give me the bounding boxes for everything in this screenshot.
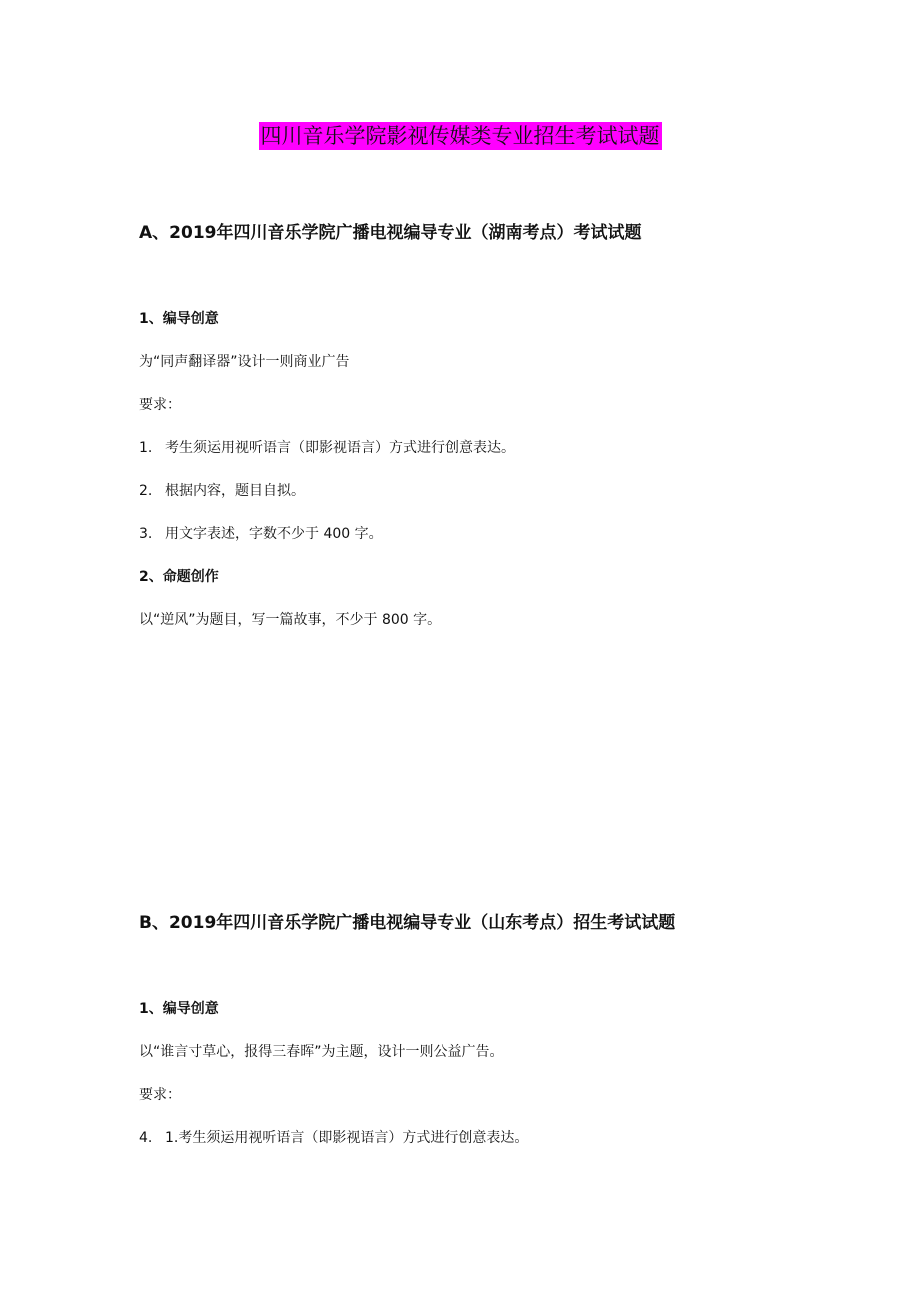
section-a-heading: A、2019年四川音乐学院广播电视编导专业（湖南考点）考试试题 — [139, 223, 642, 243]
list-item-number: 4. — [139, 1130, 153, 1146]
section-b-q1-prompt: 以“谁言寸草心，报得三春晖”为主题，设计一则公益广告。 — [139, 1044, 504, 1060]
section-b-heading: B、2019年四川音乐学院广播电视编导专业（山东考点）招生考试试题 — [139, 913, 676, 933]
list-item-number: 2. — [139, 483, 153, 499]
list-item-text: 根据内容，题目自拟。 — [165, 483, 305, 499]
title-container — [0, 122, 920, 150]
section-a-q2-prompt: 以“逆风”为题目，写一篇故事，不少于 800 字。 — [139, 612, 442, 628]
list-item — [139, 438, 515, 458]
section-b-q1-heading: 1、编导创意 — [139, 1001, 219, 1017]
list-item — [139, 1128, 528, 1148]
section-a-requirements-label: 要求： — [139, 397, 181, 413]
document-title: 四川音乐学院影视传媒类专业招生考试试题 — [260, 124, 660, 148]
list-item-number: 3. — [139, 526, 153, 542]
list-item-text: 1.考生须运用视听语言（即影视语言）方式进行创意表达。 — [165, 1130, 529, 1146]
section-a-q1-prompt: 为“同声翻译器”设计一则商业广告 — [139, 354, 350, 370]
list-item-text: 考生须运用视听语言（即影视语言）方式进行创意表达。 — [165, 440, 515, 456]
list-item-text: 用文字表述，字数不少于 400 字。 — [165, 526, 383, 542]
list-item — [139, 481, 305, 501]
section-b-requirements-label: 要求： — [139, 1087, 181, 1103]
list-item-number: 1. — [139, 440, 153, 456]
list-item — [139, 524, 383, 544]
section-a-q2-heading: 2、命题创作 — [139, 569, 219, 585]
section-a-q1-heading: 1、编导创意 — [139, 311, 219, 327]
